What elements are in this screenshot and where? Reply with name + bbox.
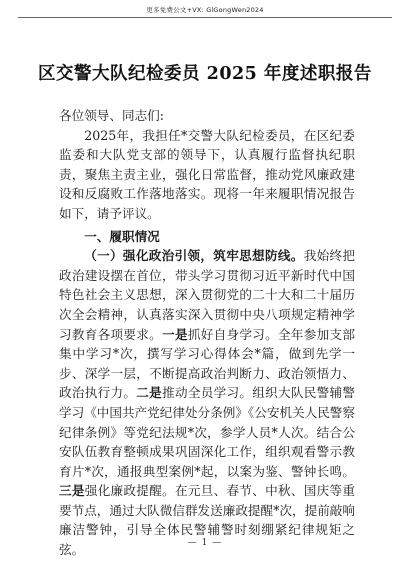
point-label: 二是 (136, 385, 163, 401)
subsection-text: 我始终把政治建设摆在首位，带头学习贯彻习近平新时代中国特色社会主义思想，深入贯彻党的二十大和二十届历次全会精神，认真落实深入贯彻中央八项规定精神学习教育各项要求。 (59, 248, 356, 342)
page-number: — 1 — (187, 538, 223, 548)
document-title: 区交警大队纪检委员 2025 年度述职报告 (38, 64, 372, 84)
subsection-paragraph (59, 246, 355, 560)
point-label: 一是 (162, 326, 188, 342)
point-text: 抓好自身学习。全年参加支部集中学习*次，撰写学习心得体会*篇，做到先学一步、深学一层，不断提高政治判断力、政治领悟力、政治执行力。 (59, 326, 356, 401)
header-note: 更多免费公文+VX: GlGongWen2024 (146, 6, 264, 14)
subsection-title: （一）强化政治引领，筑牢思想防线。 (84, 248, 304, 264)
point-text: 推动全员学习。组织大队民警辅警学习《中国共产党纪律处分条例》《公安机关人民警察纪律条例》等党纪法规*次，参学人员*人次。结合公安队伍教育整顿成果巩固深化工作，组织观看警示教育片*次，通报典型案例*起，以案为鉴、警钟长鸣。 (59, 385, 356, 479)
point-text: 强化廉政提醒。在元旦、春节、中秋、国庆等重要节点，通过大队微信群发送廉政提醒*次，提前敲响廉洁警钟，引导全体民警辅警时刻绷紧纪律规矩之弦。 (59, 483, 356, 558)
section-heading: 一、履职情况 (84, 228, 160, 244)
greeting: 各位领导、同志们: (59, 108, 164, 123)
document-body (59, 106, 355, 560)
header-divider (18, 17, 392, 18)
intro-paragraph: 2025年，我担任*交警大队纪检委员，在区纪委监委和大队党支部的领导下，认真履行监督执纪职责，聚焦主责主业，强化日常监督，推动党风廉政建设和反腐败工作落地落实。现将一年来履职情况报告如下，请予评议。 (59, 127, 355, 221)
point-label: 三是 (59, 483, 85, 499)
